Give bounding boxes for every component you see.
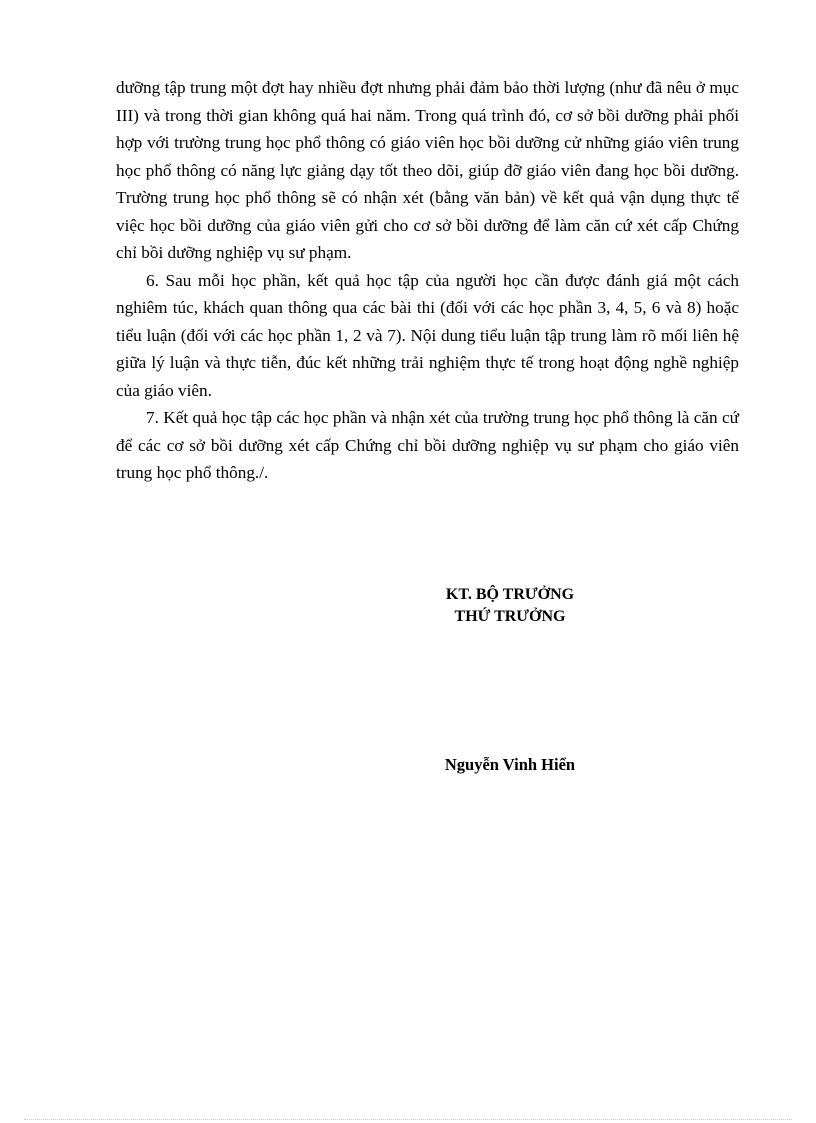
- paragraph-continuation: dưỡng tập trung một đợt hay nhiều đợt nhưng phải đảm bảo thời lượng (như đã nêu ở mục III) và trong thời gian không quá hai năm. Trong quá trình đó, cơ sở bồi dưỡng phải phối hợp với trường trung học phổ thông có giáo viên học bồi dưỡng cử những giáo viên trung học phổ thông có năng lực giảng dạy tốt theo dõi, giúp đỡ giáo viên đang học bồi dưỡng. Trường trung học phổ thông sẽ có nhận xét (bằng văn bản) về kết quả vận dụng thực tế việc học bồi dưỡng của giáo viên gửi cho cơ sở bồi dưỡng để làm căn cứ xét cấp Chứng chỉ bồi dưỡng nghiệp vụ sư phạm.: [116, 78, 739, 262]
- signer-name: Nguyễn Vinh Hiển: [444, 755, 576, 774]
- signature-block: [400, 584, 620, 628]
- document-body: [116, 74, 739, 487]
- signature-authority-line: KT. BỘ TRƯỞNG: [445, 586, 575, 603]
- page-bottom-divider: [24, 1119, 792, 1120]
- paragraph-item-6: 6. Sau mỗi học phần, kết quả học tập của người học cần được đánh giá một cách nghiêm túc, khách quan thông qua các bài thi (đối với các học phần 3, 4, 5, 6 và 8) hoặc tiểu luận (đối với các học phần 1, 2 và 7). Nội dung tiểu luận tập trung làm rõ mối liên hệ giữa lý luận và thực tiễn, đúc kết những trải nghiệm thực tế trong hoạt động nghề nghiệp của giáo viên.: [116, 270, 739, 400]
- paragraph-item-7: 7. Kết quả học tập các học phần và nhận xét của trường trung học phổ thông là căn cứ để các cơ sở bồi dưỡng xét cấp Chứng chỉ bồi dưỡng nghiệp vụ sư phạm cho giáo viên trung học phổ thông./.: [116, 408, 739, 482]
- signature-position-line: THỨ TRƯỞNG: [454, 608, 566, 625]
